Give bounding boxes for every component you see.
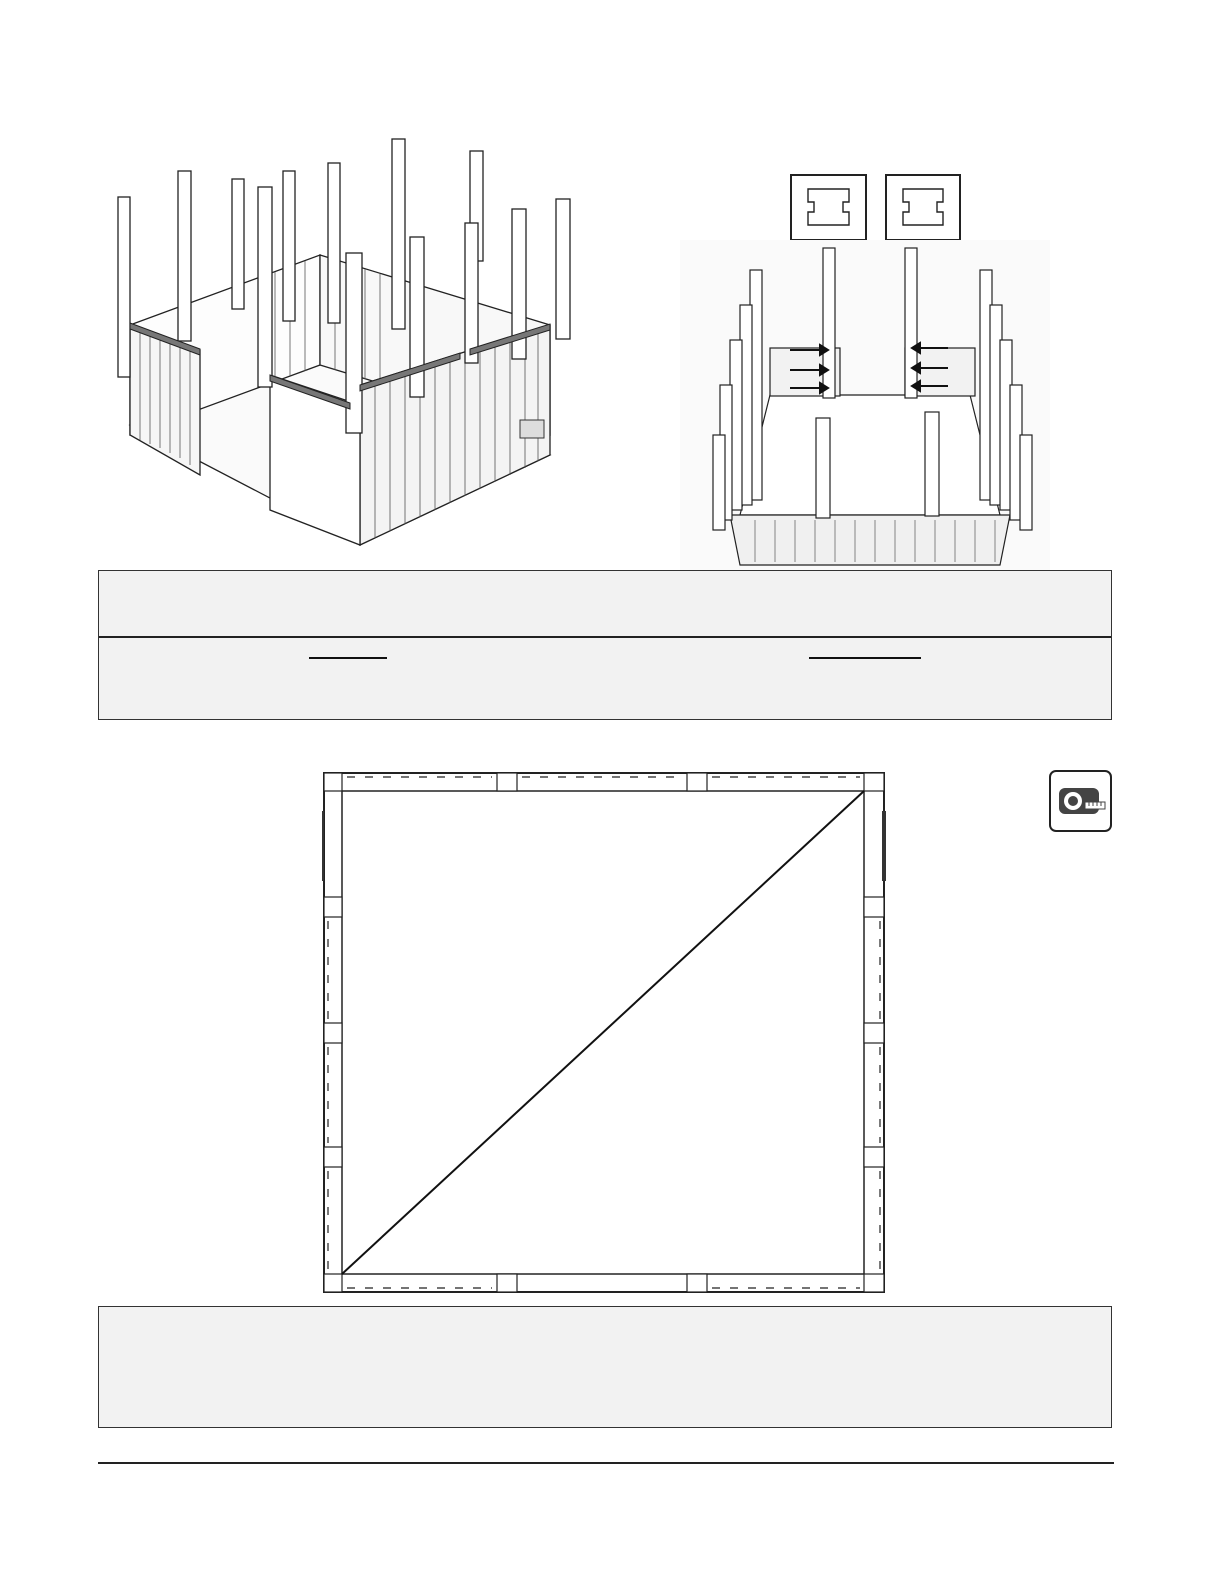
profile-detail-right — [885, 174, 961, 241]
profile-detail-left — [790, 174, 867, 241]
wall-panels-drawing — [680, 240, 1050, 570]
blank-line-left — [309, 657, 387, 659]
tape-measure-icon — [1049, 770, 1112, 832]
note-box-bottom — [98, 1306, 1112, 1428]
blank-line-right — [809, 657, 921, 659]
note-divider — [99, 636, 1111, 638]
footer-rule — [98, 1462, 1114, 1464]
note-box-top — [98, 570, 1112, 720]
shed-walls-drawing — [110, 135, 590, 555]
floor-plan-drawing — [322, 771, 886, 1294]
